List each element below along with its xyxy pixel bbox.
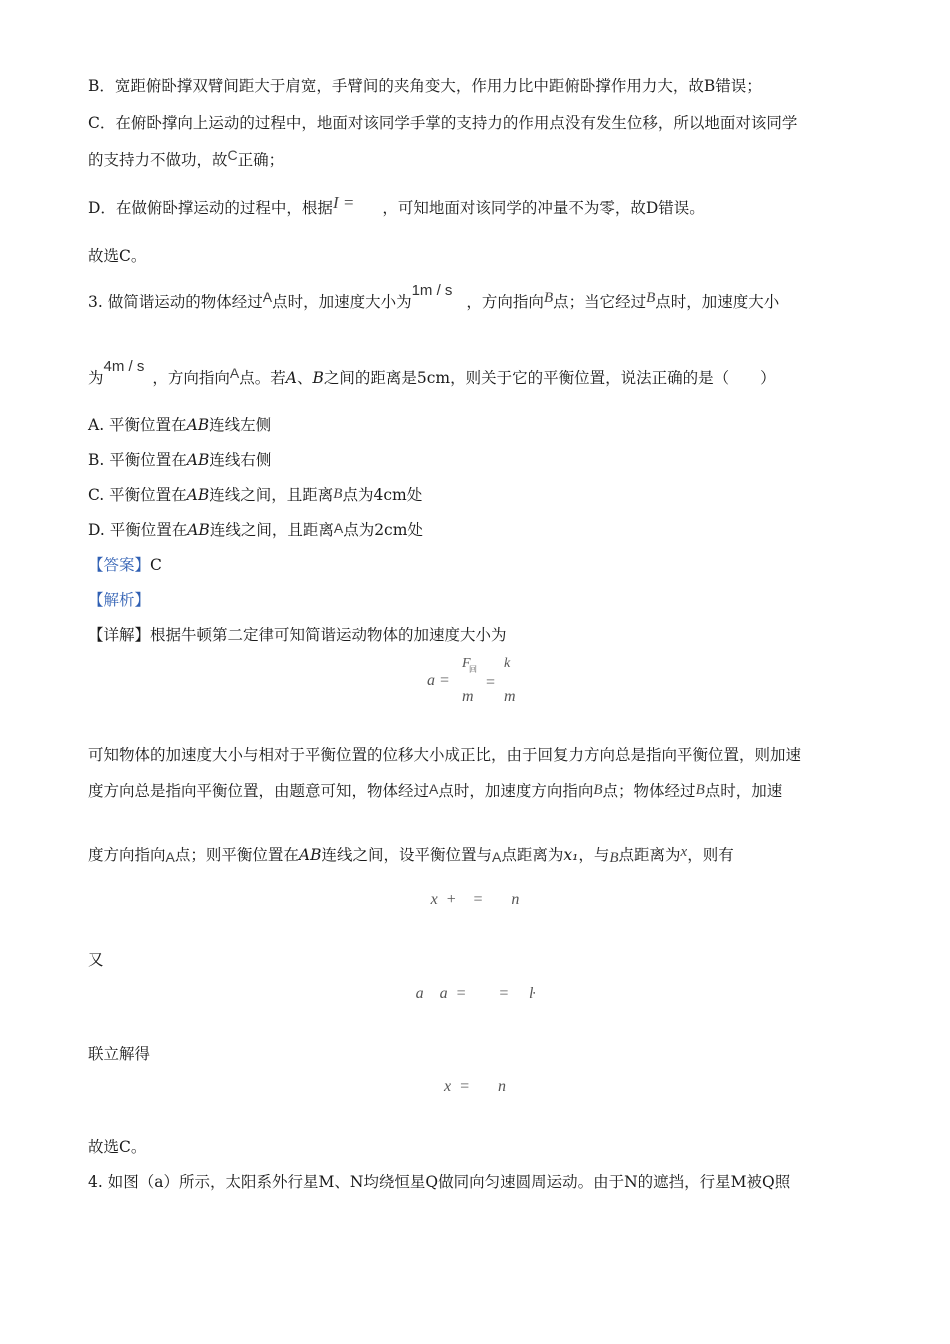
point-b-symbol-2: B [646, 290, 656, 306]
question-3-line1: 3. 做简谐运动的物体经过A点时，加速度大小为1m / s，方向指向B点；当它经过B点时，加速度大小 [88, 282, 780, 311]
you-text: 又 [88, 951, 104, 969]
answer-tag: 【答案】 [88, 556, 151, 574]
acceleration-value-2: 4m / s [103, 358, 145, 375]
choose-c-2: 故选C。 [88, 1138, 147, 1156]
point-a-symbol: A [262, 289, 273, 305]
symbol-c: C [227, 147, 238, 163]
equation-newton-second-law: a = F 回 m = k m [427, 656, 516, 705]
option-c-explanation-line2: 的支持力不做功，故C正确； [88, 147, 285, 169]
point-a-symbol-2: A [229, 365, 240, 381]
question-4-line1: 4. 如图（a）所示，太阳系外行星M、N均绕恒星Q做同向匀速圆周运动。由于N的遮挡，行星M被Q照 [88, 1173, 791, 1191]
analysis-tag: 【解析】 [88, 591, 151, 609]
question-3-line2: 为4m / s，方向指向A点。若A、B之间的距离是5cm，则关于它的平衡位置，说法正确的是（ ） [88, 358, 776, 387]
choice-d: D. 平衡位置在AB连线之间，且距离A点为2cm处 [88, 520, 423, 539]
analysis-paragraph-line3: 度方向指向A点；则平衡位置在AB连线之间，设平衡位置与A点距离为x₁，与B点距离为x，则有 [88, 844, 734, 866]
choice-c: C. 平衡位置在AB连线之间，且距离B点为4cm处 [88, 486, 423, 504]
option-c-explanation-line1: C．在俯卧撑向上运动的过程中，地面对该同学手掌的支持力的作用点没有发生位移，所以地面对该同学 [88, 114, 798, 132]
option-b-explanation: B．宽距俯卧撑双臂间距大于肩宽，手臂间的夹角变大，作用力比中距俯卧撑作用力大，故B错误； [88, 77, 762, 95]
lianli-text: 联立解得 [88, 1045, 151, 1063]
choose-c-1: 故选C。 [88, 247, 147, 265]
detail-line: 【详解】根据牛顿第二定律可知简谐运动物体的加速度大小为 [88, 626, 507, 644]
detail-tag: 【详解】 [88, 626, 151, 644]
analysis-paragraph-line1: 可知物体的加速度大小与相对于平衡位置的位移大小成正比，由于回复力方向总是指向平衡位置，则加速 [88, 746, 802, 764]
equation-solution: x = n [444, 1078, 506, 1095]
choice-b: B. 平衡位置在AB连线右侧 [88, 451, 272, 469]
answer-value: C [150, 556, 162, 574]
impulse-formula: I = [332, 193, 355, 212]
analysis-paragraph-line2: 度方向总是指向平衡位置，由题意可知，物体经过A点时，加速度方向指向B点；物体经过B点时，加速 [88, 781, 783, 800]
equation-acceleration-ratio: a a = = ŀ [415, 985, 535, 1002]
option-d-explanation: D．在做俯卧撑运动的过程中，根据I = ，可知地面对该同学的冲量不为零，故D错误。 [88, 193, 705, 217]
choice-a: A. 平衡位置在AB连线左侧 [88, 416, 272, 434]
answer [88, 555, 162, 575]
acceleration-value-1: 1m / s [411, 282, 453, 299]
point-b-symbol: B [543, 290, 554, 306]
equation-distance-sum: x + = n [430, 891, 520, 908]
